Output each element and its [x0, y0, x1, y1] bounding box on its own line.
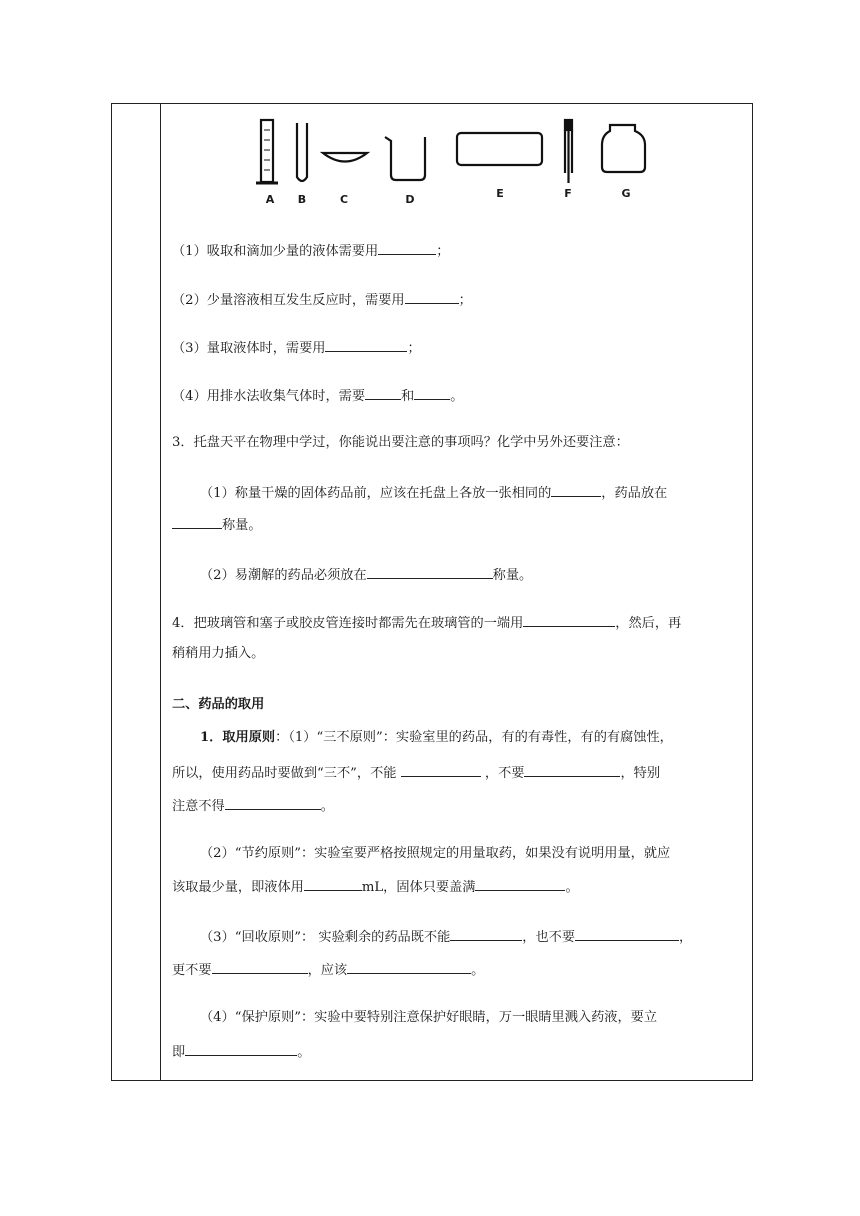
blank[interactable] — [225, 797, 321, 810]
water-trough-icon — [457, 133, 542, 165]
q2-item-4: （4）用排水法收集气体时，需要 和 。 — [172, 389, 464, 404]
blank[interactable] — [475, 878, 565, 891]
blank[interactable] — [378, 242, 436, 255]
blank[interactable] — [401, 764, 481, 777]
blank[interactable] — [367, 566, 493, 579]
beaker-icon — [385, 137, 425, 180]
q3-heading: 3．托盘天平在物理中学过，你能说出要注意的事项吗？化学中另外还要注意： — [172, 435, 629, 450]
gas-jar-icon — [602, 125, 645, 172]
rule4-line2: 即 。 — [172, 1045, 311, 1060]
blank[interactable] — [524, 764, 620, 777]
q3-item-1-line2: 称量。 — [172, 516, 262, 534]
blank[interactable] — [365, 387, 401, 400]
blank[interactable] — [325, 339, 407, 352]
rule3-line2: 更不要 ，应该 。 — [172, 963, 485, 978]
q3-item-1-line1: （1）称量干燥的固体药品前，应该在托盘上各放一张相同的 ，药品放在 — [200, 486, 668, 501]
test-tube-icon — [297, 123, 307, 181]
section-title: 二、药品的取用 — [172, 697, 265, 712]
blank[interactable] — [405, 291, 459, 304]
blank[interactable] — [185, 1043, 297, 1056]
apparatus-drawing — [250, 115, 670, 210]
blank[interactable] — [212, 961, 308, 974]
q3-item-2: （2）易潮解的药品必须放在 称量。 — [200, 568, 533, 583]
label-d: D — [405, 193, 415, 206]
graduated-cylinder-icon — [256, 120, 278, 183]
blank[interactable] — [575, 928, 679, 941]
blank[interactable] — [414, 387, 450, 400]
blank[interactable] — [304, 878, 362, 891]
rule1-line2: 所以，使用药品时要做到“三不”，不能 ，不要 ，特别 — [172, 766, 661, 781]
q2-item-2: （2）少量溶液相互发生反应时，需要用 ； — [172, 293, 472, 308]
q4-line1: 4．把玻璃管和塞子或胶皮管连接时都需先在玻璃管的一端用 ，然后，再 — [172, 616, 682, 631]
rule3-line1: （3）“回收原则”： 实验剩余的药品既不能 ，也不要 ， — [200, 930, 693, 945]
label-b: B — [297, 193, 307, 206]
evaporating-dish-icon — [323, 153, 367, 162]
label-f: F — [564, 187, 572, 200]
apparatus-figure — [250, 115, 670, 210]
table-column-divider — [160, 103, 161, 1081]
q2-item-3: （3）量取液体时，需要用 ； — [172, 341, 421, 356]
q2-item-1: （1）吸取和滴加少量的液体需要用 ； — [172, 244, 450, 259]
blank[interactable] — [172, 516, 222, 529]
blank[interactable] — [551, 484, 601, 497]
label-a: A — [265, 193, 275, 206]
rule4-line1: （4）“保护原则”：实验中要特别注意保护好眼睛，万一眼睛里溅入药液，要立 — [200, 1010, 658, 1025]
blank[interactable] — [347, 961, 471, 974]
label-e: E — [496, 187, 504, 200]
rule2-line2: 该取最少量，即液体用 mL，固体只要盖满 。 — [172, 880, 579, 895]
rule1-line3: 注意不得 。 — [172, 799, 334, 814]
label-g: G — [621, 187, 631, 200]
rule1-line1: 1．取用原则：（1）“三不原则”：实验室里的药品，有的有毒性，有的有腐蚀性， — [200, 730, 673, 745]
q4-line2: 稍稍用力插入。 — [172, 646, 265, 661]
blank[interactable] — [450, 928, 522, 941]
blank[interactable] — [523, 614, 615, 627]
dropper-icon — [565, 120, 572, 183]
rule2-line1: （2）“节约原则”：实验室要严格按照规定的用量取药，如果没有说明用量，就应 — [200, 846, 671, 861]
label-c: C — [339, 193, 349, 206]
